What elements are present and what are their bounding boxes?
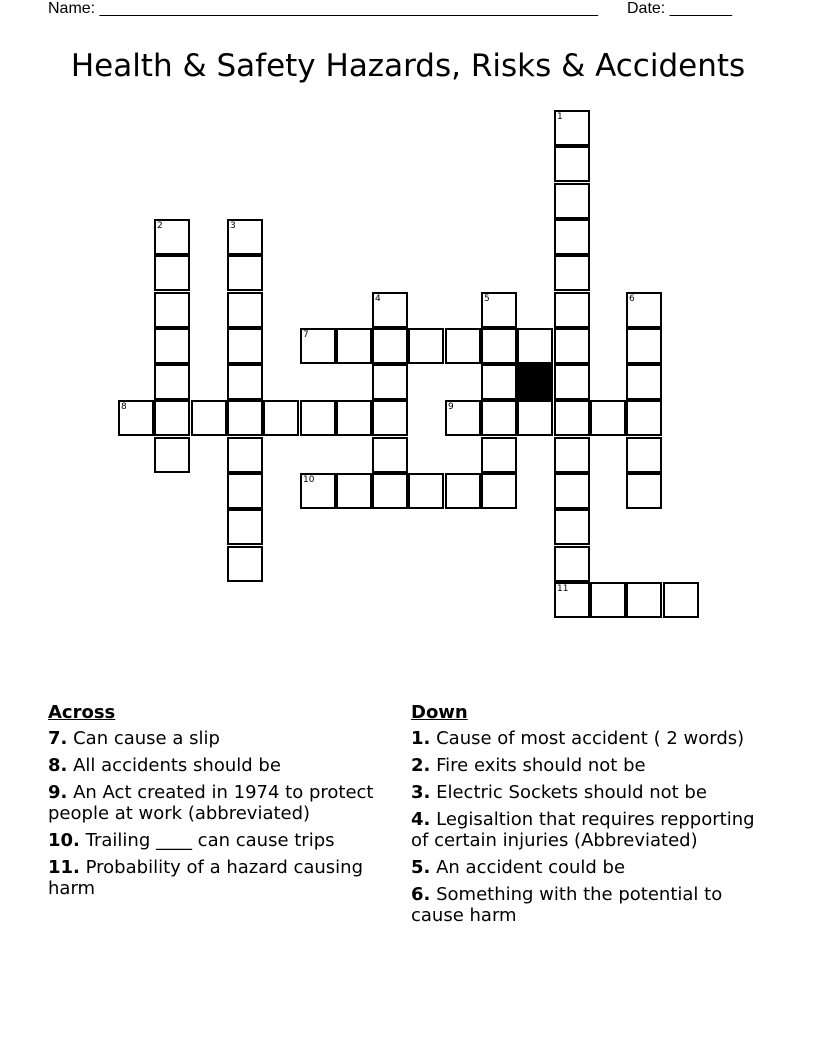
grid-cell[interactable] [554,292,590,328]
grid-cell[interactable] [517,328,553,364]
grid-cell[interactable] [300,473,336,509]
grid-cell[interactable] [554,473,590,509]
grid-cell[interactable] [227,473,263,509]
grid-cell[interactable] [154,292,190,328]
grid-cell[interactable] [372,400,408,436]
grid-cell[interactable] [481,328,517,364]
grid-cell[interactable] [626,437,662,473]
clue-number: 3 [230,221,236,231]
grid-cell[interactable] [408,328,444,364]
grid-cell[interactable] [481,400,517,436]
grid-cell[interactable] [118,400,154,436]
grid-cell[interactable] [554,328,590,364]
grid-cell[interactable] [336,473,372,509]
grid-cell[interactable] [481,473,517,509]
grid-cell[interactable] [408,473,444,509]
down-clue: 4. Legisaltion that requires repporting of certain injuries (Abbreviated) [411,809,755,851]
across-clue: 8. All accidents should be [48,755,281,776]
grid-cell[interactable] [227,509,263,545]
grid-cell[interactable] [227,328,263,364]
grid-cell[interactable] [626,473,662,509]
down-clue: 5. An accident could be [411,857,626,878]
grid-cell[interactable] [372,437,408,473]
down-clue: 3. Electric Sockets should not be [411,782,707,803]
name-field[interactable]: Name: ________________________________________________________ [48,0,598,17]
grid-cell[interactable] [445,328,481,364]
grid-cell[interactable] [372,473,408,509]
across-clue: 10. Trailing ____ can cause trips [48,830,335,851]
clue-number: 7 [303,330,309,340]
grid-cell[interactable] [227,437,263,473]
down-clue: 1. Cause of most accident ( 2 words) [411,728,745,749]
grid-cell[interactable] [554,437,590,473]
grid-cell[interactable] [372,328,408,364]
grid-cell[interactable] [154,219,190,255]
grid-cell[interactable] [336,328,372,364]
grid-cell[interactable] [154,255,190,291]
grid-cell[interactable] [590,400,626,436]
grid-cell[interactable] [154,437,190,473]
grid-cell[interactable] [663,582,699,618]
grid-cell[interactable] [517,400,553,436]
grid-cell[interactable] [372,364,408,400]
grid-cell[interactable] [554,146,590,182]
clue-number: 5 [484,294,490,304]
across-clue: 11. Probability of a hazard causing harm [48,857,364,899]
grid-cell[interactable] [227,255,263,291]
clue-number: 11 [557,584,569,594]
clue-number: 9 [448,402,454,412]
grid-cell[interactable] [554,364,590,400]
black-cell [517,364,553,400]
grid-cell[interactable] [300,328,336,364]
grid-cell[interactable] [481,364,517,400]
grid-cell[interactable] [227,546,263,582]
clue-number: 2 [157,221,163,231]
clue-number: 6 [629,294,635,304]
grid-cell[interactable] [263,400,299,436]
down-clue: 6. Something with the potential to cause harm [411,884,723,926]
grid-cell[interactable] [154,364,190,400]
grid-cell[interactable] [191,400,227,436]
grid-cell[interactable] [445,400,481,436]
grid-cell[interactable] [554,582,590,618]
grid-cell[interactable] [227,400,263,436]
down-heading: Down [411,702,468,723]
grid-cell[interactable] [554,546,590,582]
grid-cell[interactable] [336,400,372,436]
clue-number: 1 [557,112,563,122]
across-clue: 7. Can cause a slip [48,728,220,749]
grid-cell[interactable] [626,400,662,436]
grid-cell[interactable] [626,328,662,364]
clue-number: 4 [375,294,381,304]
grid-cell[interactable] [554,509,590,545]
grid-cell[interactable] [227,364,263,400]
grid-cell[interactable] [554,110,590,146]
grid-cell[interactable] [554,183,590,219]
grid-cell[interactable] [626,582,662,618]
grid-cell[interactable] [227,219,263,255]
grid-cell[interactable] [481,437,517,473]
clue-number: 8 [121,402,127,412]
date-field[interactable]: Date: _______ [627,0,732,17]
grid-cell[interactable] [481,292,517,328]
grid-cell[interactable] [154,400,190,436]
page-title: Health & Safety Hazards, Risks & Accidents [70,48,746,84]
grid-cell[interactable] [554,255,590,291]
down-clues [411,702,761,932]
across-heading: Across [48,702,116,723]
grid-cell[interactable] [626,364,662,400]
grid-cell[interactable] [626,292,662,328]
grid-cell[interactable] [554,400,590,436]
across-clue: 9. An Act created in 1974 to protect people at work (abbreviated) [48,782,374,824]
across-clues [48,702,393,905]
clue-number: 10 [303,475,315,485]
grid-cell[interactable] [372,292,408,328]
grid-cell[interactable] [300,400,336,436]
grid-cell[interactable] [227,292,263,328]
grid-cell[interactable] [590,582,626,618]
down-clue: 2. Fire exits should not be [411,755,646,776]
grid-cell[interactable] [554,219,590,255]
grid-cell[interactable] [154,328,190,364]
grid-cell[interactable] [445,473,481,509]
